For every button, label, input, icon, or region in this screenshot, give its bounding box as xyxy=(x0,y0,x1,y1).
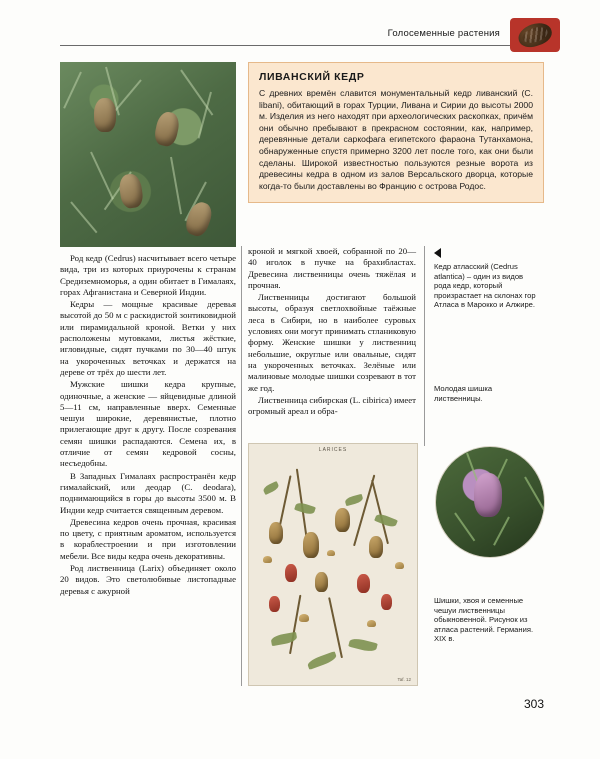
plate-title: LARICES xyxy=(318,447,348,453)
photo-young-larch-cone xyxy=(436,447,544,557)
figure-botanical-plate xyxy=(248,443,418,686)
paragraph: кроной и мягкой хвоей, собранной по 20—40 иголок в пучке на брахибластах. Древесина лиственницы очень тяжёлая и прочная. xyxy=(248,246,416,290)
paragraph: Род лиственница (Larix) объединяет около 20 видов. Это светолюбивые листопадные деревья с ажурной xyxy=(60,563,236,596)
paragraph: В Западных Гималаях распространён кедр гималайский, или деодар (C. deodara), поднимающийся в горы до высоты 3500 м. В Индии кедр считается священным деревом. xyxy=(60,470,236,515)
paragraph: Кедры — мощные красивые деревья высотой до 50 м с раскидистой зонтиковидной или пирамидальной кроной. Ветки у них расположены мутовками, листья жёсткие, игловидные, сидят пучками по 30—40 штук на укороченных веточках и держатся на дереве от трёх до шести лет. xyxy=(60,299,236,377)
photo-cedar-branch xyxy=(60,62,236,247)
page-header xyxy=(60,18,560,48)
infobox-lebanese-cedar xyxy=(248,62,544,203)
caption-botanical-plate: Шишки, хвоя и семенные чешуи лиственницы обыкновенной. Рисунок из атласа растений. Германия. XIX в. xyxy=(434,596,534,644)
body-column-middle xyxy=(248,246,416,418)
paragraph: Род кедр (Cedrus) насчитывает всего четыре вида, три из которых приурочены к странам Средиземноморья, а один обитает в Гималаях, горах Афганистана и Северной Индии. xyxy=(60,253,236,297)
caption-young-cone: Молодая шишка лиственницы. xyxy=(434,384,493,403)
column-divider-2 xyxy=(424,246,425,446)
page-number: 303 xyxy=(523,697,544,711)
header-divider xyxy=(60,45,545,46)
paragraph: Древесина кедров очень прочная, красивая по цвету, с приятным ароматом, используется в кораблестроении и при изготовлении мебели. Все виды кедра очень декоративны. xyxy=(60,516,236,561)
triangle-pointer-icon xyxy=(434,248,441,258)
running-title: Голосеменные растения xyxy=(387,28,500,39)
caption-cedar-atlantica: Кедр атласский (Cedrus atlantica) – один из видов рода кедр, который произрастает на склонах гор Атласа в Марокко и Алжире. xyxy=(434,262,536,310)
infobox-title: ЛИВАНСКИЙ КЕДР xyxy=(259,71,365,83)
column-divider-1 xyxy=(241,246,242,686)
plate-caption: Taf. 12 xyxy=(397,677,411,682)
paragraph: Мужские шишки кедра крупные, одиночные, а женские — яйцевидные длиной 5—11 см, направленные вверх. Семенные чешуи широкие, деревянистые, плотно прилегающие друг к другу. После созревания семян шишки распадаются. Семена их, в отличие от семян кедровой сосны, несъедобны. xyxy=(60,379,236,469)
paragraph: Лиственница сибирская (L. cibirica) имеет огромный ареал и обра- xyxy=(248,394,416,417)
paragraph: Лиственницы достигают большой высоты, образуя светлохвойные таёжные леса в Сибири, но в наиболее суровых условиях они могут принимать стланиковую форму. Женские шишки у лиственниц небольшие, округлые или овальные, сидят на укороченных веточках. Зелёные или малиновые молодые шишки созревают в тот же год. xyxy=(248,292,416,393)
infobox-body: С древних времён славится монументальный кедр ливанский (C. libani), обитающий в горах Турции, Ливана и Сирии до высоты 2000 м. Изделия из него находят при археологических раскопках, причём они обычно пребывают в прекрасном состоянии, как, например, деревянные детали саркофага египетского фараона Тутанхамона, обнаруженные спустя примерно 3200 лет после того, как они были сделаны. Широкой известностью пользуются резные ворота из древесины кедра в одном из залов Версальского дворца, которые когда-то были доставлены во Францию с острова Родос. xyxy=(259,88,533,191)
pine-cone-icon xyxy=(510,18,560,52)
body-column-left xyxy=(60,253,236,598)
